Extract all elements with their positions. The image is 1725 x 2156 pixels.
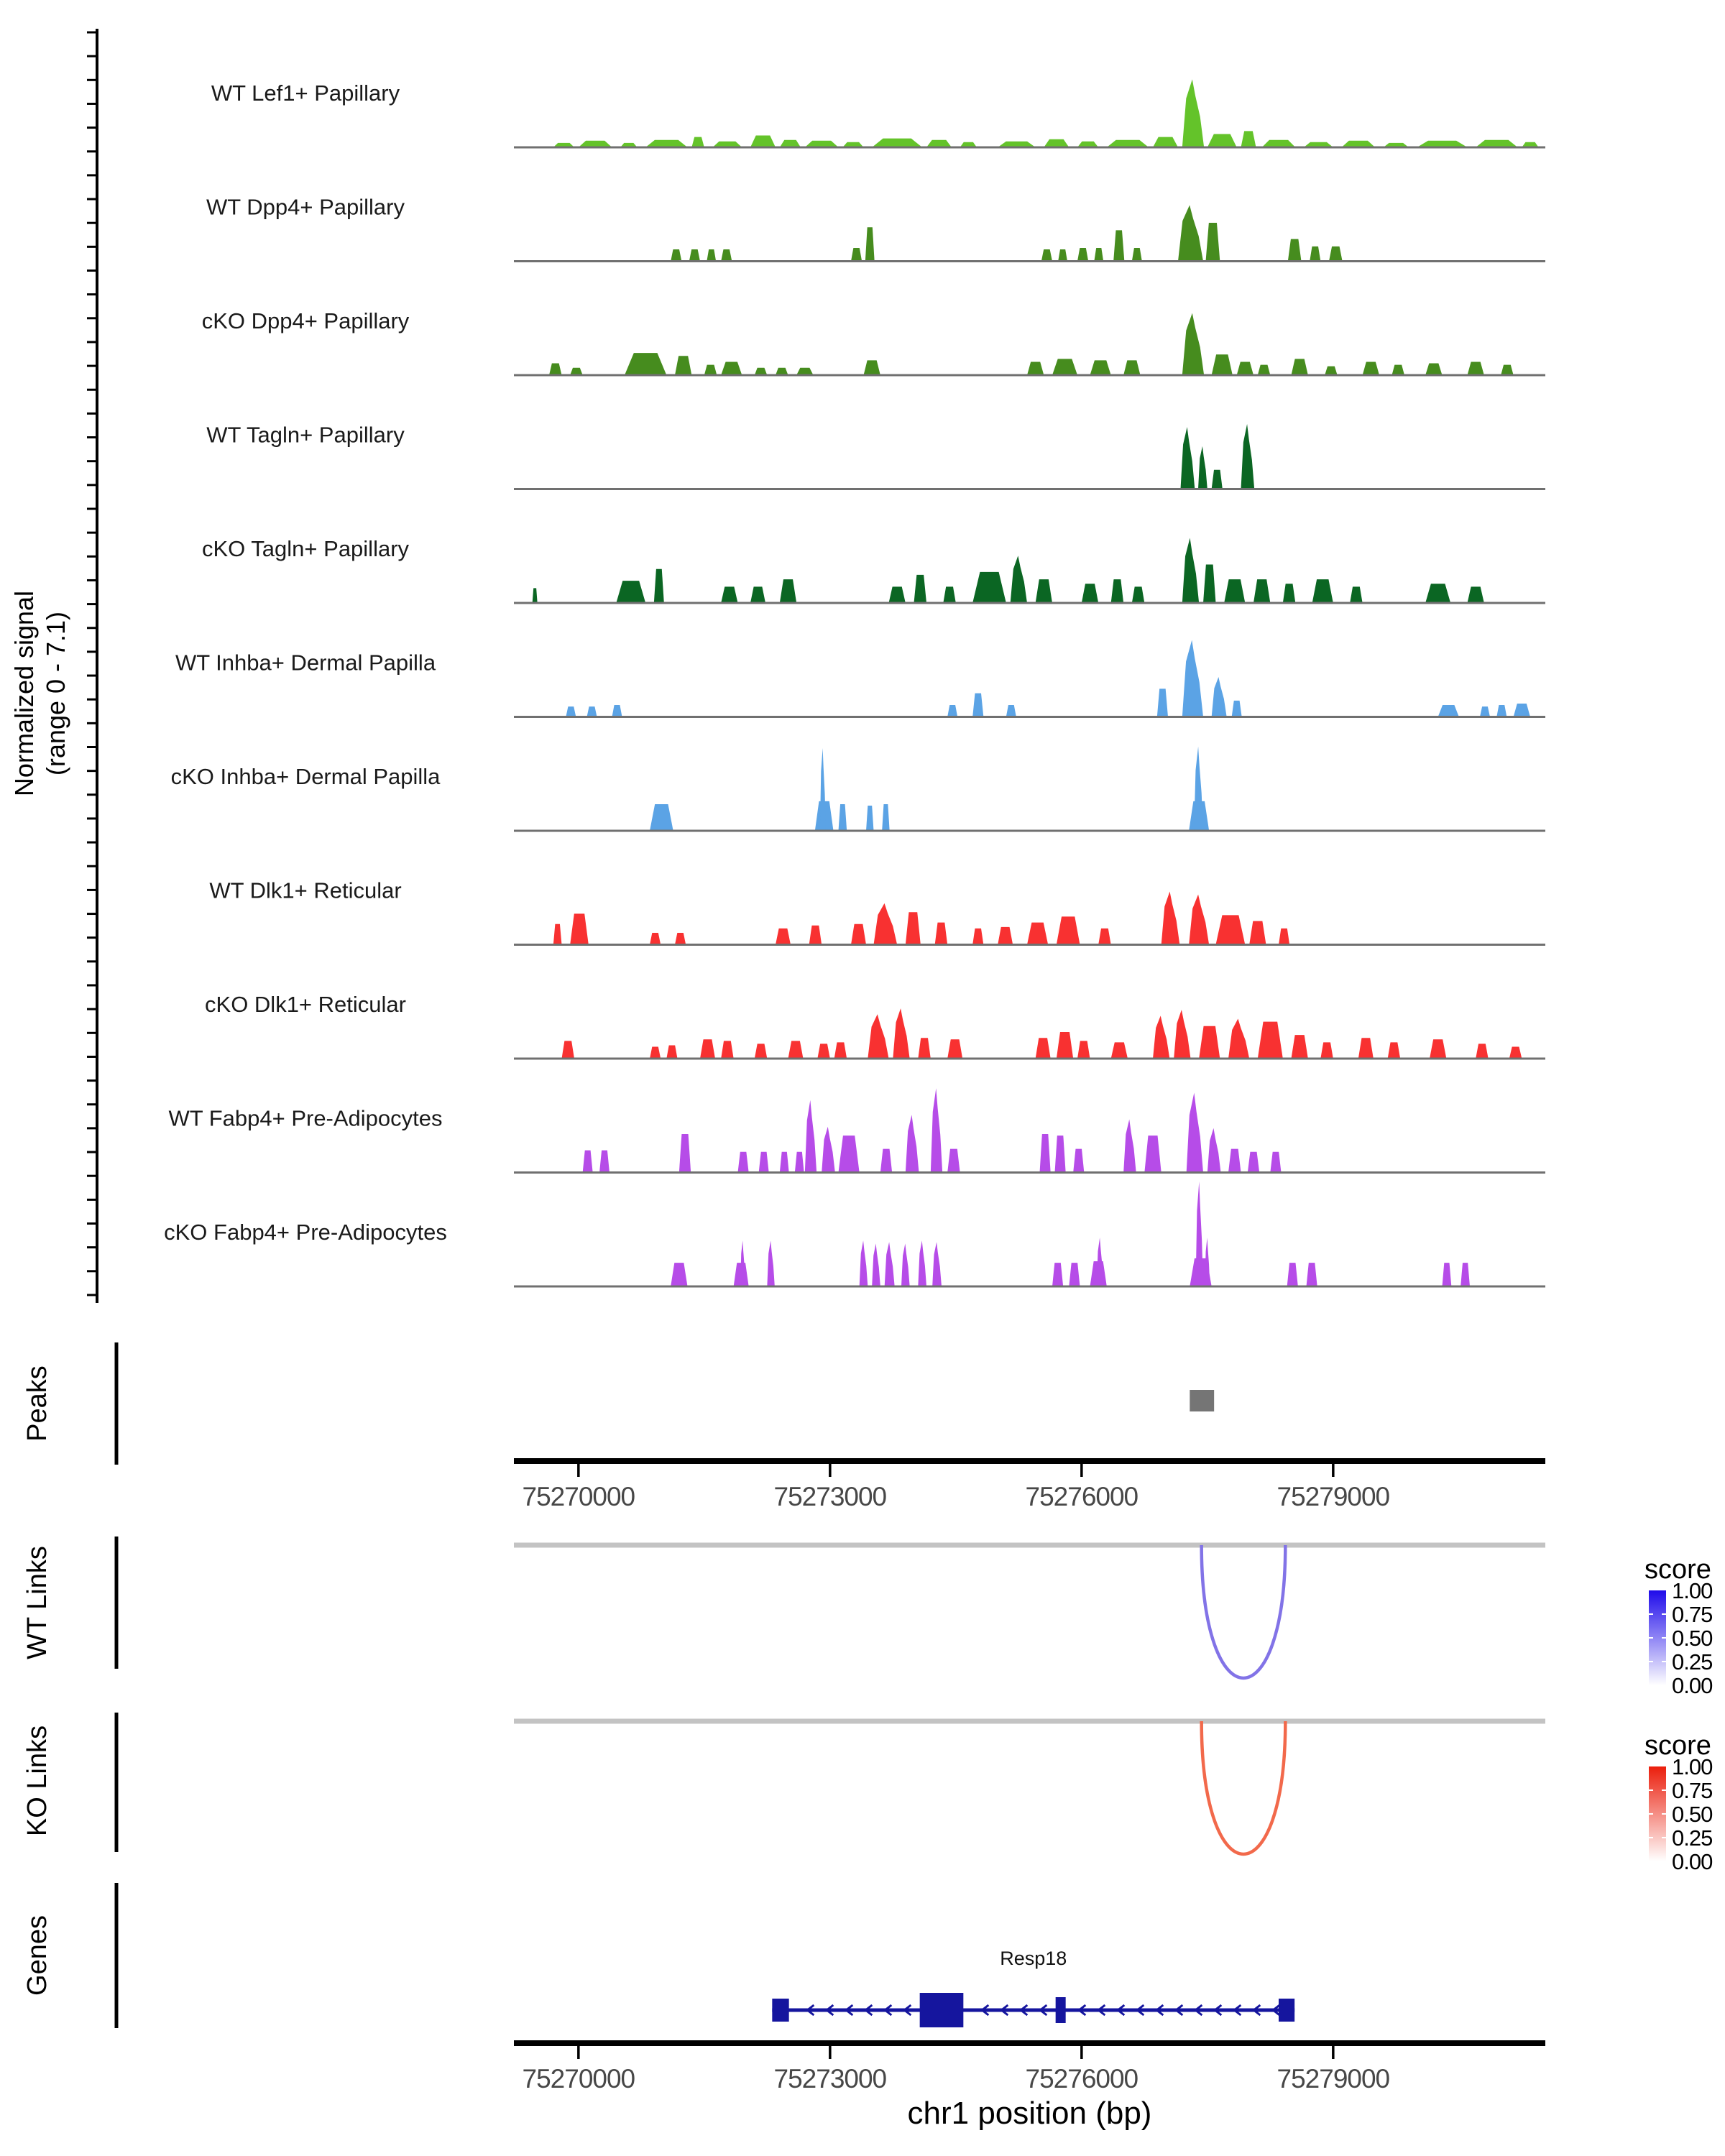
y-axis-label-line1: Normalized signal: [9, 590, 39, 797]
coverage-area: [926, 140, 952, 147]
coverage-area: [1153, 137, 1178, 147]
coverage-area: [1425, 584, 1450, 603]
coverage-area: [795, 1152, 804, 1173]
x-tick-label: 75279000: [1276, 1482, 1390, 1511]
links-arc: [1202, 1721, 1286, 1854]
score-gradient-tick: [1649, 1789, 1653, 1791]
score-tick-label: 0.75: [1672, 1778, 1713, 1803]
coverage-area: [1237, 361, 1254, 375]
coverage-area: [817, 1044, 830, 1059]
coverage-area: [1036, 1038, 1051, 1059]
coverage-area: [872, 139, 922, 147]
coverage-area: [889, 586, 906, 603]
coverage-area: [931, 1088, 942, 1172]
x-tick-label: 75270000: [522, 2064, 635, 2093]
coverage-area: [1041, 249, 1052, 261]
coverage-area: [839, 1135, 860, 1172]
coverage-area: [1310, 247, 1320, 262]
signal-track: [514, 747, 1545, 831]
coverage-area: [1292, 359, 1308, 375]
coverage-area: [882, 804, 890, 831]
coverage-area: [1283, 584, 1296, 603]
coverage-area: [972, 694, 983, 717]
coverage-area: [1113, 230, 1124, 261]
coverage-area: [1258, 365, 1271, 375]
coverage-area: [865, 227, 875, 261]
coverage-area: [1501, 365, 1514, 375]
track-label: WT Tagln+ Papillary: [206, 422, 405, 448]
coverage-area: [906, 1115, 919, 1172]
coverage-area: [1203, 565, 1216, 603]
coverage-area: [1514, 704, 1530, 717]
coverage-area: [1258, 1022, 1283, 1059]
x-tick-label: 75279000: [1276, 2064, 1390, 2093]
x-axis-title: chr1 position (bp): [907, 2096, 1152, 2131]
signal-track: [514, 205, 1545, 261]
peaks-section-label: Peaks: [22, 1365, 52, 1442]
coverage-area: [1098, 929, 1111, 945]
coverage-area: [767, 1240, 775, 1286]
coverage-area: [1162, 891, 1180, 944]
score-gradient-tick: [1662, 1837, 1666, 1838]
coverage-area: [947, 705, 957, 717]
coverage-area: [671, 1263, 687, 1286]
coverage-area: [1157, 688, 1168, 717]
score-tick-label: 0.50: [1672, 1802, 1713, 1827]
coverage-area: [583, 1151, 593, 1173]
coverage-area: [943, 586, 956, 603]
coverage-area: [1430, 1039, 1446, 1059]
coverage-area: [1058, 249, 1067, 261]
coverage-area: [1187, 1092, 1203, 1172]
signal-track: [514, 424, 1545, 489]
coverage-area: [666, 1045, 677, 1059]
coverage-area: [914, 575, 927, 603]
coverage-area: [650, 933, 661, 944]
coverage-area: [866, 806, 874, 831]
coverage-area: [1123, 1119, 1136, 1172]
coverage-area: [1194, 747, 1203, 831]
coverage-area: [998, 927, 1013, 945]
coverage-area: [721, 586, 737, 603]
score-gradient-tick: [1662, 1661, 1666, 1662]
coverage-area: [893, 1008, 909, 1059]
coverage-area: [780, 579, 796, 603]
score-tick-label: 1.00: [1672, 1754, 1713, 1779]
coverage-area: [822, 1127, 835, 1173]
coverage-area: [1077, 1041, 1090, 1059]
track-label: cKO Inhba+ Dermal Papilla: [170, 764, 441, 790]
coverage-area: [1044, 139, 1069, 147]
links-arc: [1202, 1545, 1286, 1678]
coverage-area: [1077, 248, 1088, 262]
coverage-area: [566, 706, 576, 717]
coverage-area: [1307, 1263, 1317, 1286]
coverage-area: [599, 1151, 610, 1173]
exon-box: [772, 1999, 788, 2022]
signal-track: [514, 1181, 1545, 1286]
x-tick-label: 75270000: [522, 1482, 635, 1511]
coverage-area: [1144, 1135, 1161, 1172]
coverage-area: [1279, 929, 1289, 945]
coverage-area: [562, 1041, 575, 1059]
coverage-area: [750, 586, 765, 603]
coverage-area: [1358, 1038, 1374, 1059]
coverage-area: [616, 581, 645, 603]
coverage-area: [1181, 427, 1195, 489]
links-track: [116, 1537, 1666, 1685]
x-tick-label: 75276000: [1025, 1482, 1138, 1511]
x-axis: [514, 1461, 1545, 1477]
signal-track: [514, 891, 1545, 944]
coverage-area: [587, 706, 597, 717]
coverage-area: [645, 140, 687, 147]
coverage-area: [1090, 360, 1111, 375]
track-label: WT Dpp4+ Papillary: [206, 194, 405, 220]
coverage-area: [1178, 205, 1203, 261]
coverage-area: [1182, 79, 1204, 147]
coverage-area: [1249, 921, 1266, 945]
exon-box: [1279, 1999, 1294, 2022]
coverage-area: [1198, 446, 1208, 489]
coverage-area: [932, 1242, 942, 1286]
coverage-area: [1460, 1263, 1470, 1286]
coverage-area: [1248, 1152, 1259, 1173]
coverage-area: [1206, 223, 1220, 261]
coverage-area: [1292, 1035, 1308, 1059]
coverage-area: [1069, 1263, 1080, 1286]
coverage-area: [1107, 140, 1149, 147]
coverage-area: [947, 1039, 962, 1059]
coverage-area: [1270, 1152, 1281, 1173]
coverage-area: [750, 136, 776, 147]
coverage-area: [872, 1243, 880, 1286]
coverage-area: [860, 1240, 868, 1286]
coverage-area: [1111, 579, 1124, 603]
coverage-area: [918, 1240, 926, 1286]
score-tick-label: 0.25: [1672, 1825, 1713, 1851]
coverage-area: [1443, 1263, 1452, 1286]
coverage-area: [1182, 313, 1204, 375]
score-tick-label: 0.00: [1672, 1673, 1713, 1698]
coverage-area: [1388, 1042, 1401, 1059]
score-tick-label: 0.00: [1672, 1849, 1713, 1874]
coverage-area: [625, 353, 666, 375]
x-axis: [514, 2043, 1545, 2059]
coverage-area: [906, 912, 921, 944]
coverage-area: [1476, 140, 1517, 147]
coverage-area: [533, 588, 538, 603]
genes-section-label: Genes: [22, 1915, 52, 1996]
track-label: WT Dlk1+ Reticular: [209, 877, 402, 903]
signal-track: [514, 1088, 1545, 1172]
coverage-area: [1329, 247, 1343, 262]
track-label: WT Lef1+ Papillary: [211, 80, 400, 106]
coverage-area: [1438, 705, 1459, 717]
coverage-area: [721, 1041, 734, 1059]
coverage-area: [707, 249, 716, 261]
coverage-area: [1036, 579, 1052, 603]
coverage-area: [650, 804, 673, 831]
coverage-area: [1392, 365, 1405, 375]
coverage-area: [1480, 706, 1490, 717]
coverage-area: [1228, 1018, 1249, 1059]
coverage-area: [1208, 1128, 1221, 1173]
coverage-area: [1027, 361, 1044, 375]
peak-region-box: [1190, 1390, 1214, 1411]
coverage-area: [880, 1149, 892, 1173]
x-tick-label: 75273000: [773, 2064, 887, 2093]
coverage-area: [1174, 1010, 1190, 1059]
coverage-area: [1182, 640, 1203, 717]
exon-box: [920, 1993, 964, 2027]
score-tick-label: 0.50: [1672, 1626, 1713, 1651]
coverage-area: [1027, 923, 1048, 945]
signal-track: [514, 538, 1545, 603]
score-gradient-tick: [1649, 1837, 1653, 1838]
coverage-area: [796, 368, 813, 375]
coverage-area: [1476, 1044, 1489, 1059]
coverage-area: [809, 926, 822, 945]
coverage-area: [1205, 1238, 1210, 1286]
coverage-area: [1232, 701, 1242, 717]
coverage-area: [1132, 248, 1142, 262]
coverage-area: [1320, 1042, 1333, 1059]
coverage-area: [549, 364, 562, 375]
coverage-area: [972, 929, 983, 945]
track-label: cKO Dlk1+ Reticular: [205, 992, 406, 1018]
coverage-area: [1052, 1263, 1063, 1286]
score-tick-label: 0.75: [1672, 1602, 1713, 1627]
score-gradient-tick: [1649, 1637, 1653, 1639]
coverage-area: [654, 569, 664, 603]
coverage-area: [1153, 1015, 1169, 1059]
coverage-area: [1262, 140, 1296, 147]
track-label: cKO Tagln+ Papillary: [201, 536, 410, 562]
signal-track: [514, 79, 1545, 147]
coverage-area: [935, 923, 948, 945]
coverage-area: [885, 1242, 895, 1286]
score-tick-label: 1.00: [1672, 1578, 1713, 1603]
coverage-area: [1241, 424, 1255, 489]
coverage-area: [738, 1152, 749, 1173]
coverage-area: [1208, 134, 1237, 147]
score-legend-title: score: [1644, 1731, 1711, 1761]
score-tick-label: 0.25: [1672, 1649, 1713, 1674]
coverage-area: [679, 1134, 691, 1172]
coverage-area: [721, 249, 732, 261]
coverage-area: [1350, 586, 1363, 603]
coverage-area: [776, 929, 791, 945]
score-gradient-tick: [1662, 1789, 1666, 1791]
coverage-area: [1468, 586, 1484, 603]
signal-track: [514, 1008, 1545, 1059]
coverage-area: [834, 1042, 847, 1059]
coverage-area: [1287, 1263, 1298, 1286]
coverage-area: [1132, 586, 1145, 603]
track-label: WT Inhba+ Dermal Papilla: [175, 650, 436, 676]
coverage-area: [612, 705, 622, 717]
score-legend-title: score: [1644, 1554, 1711, 1585]
coverage-area: [1228, 1149, 1241, 1173]
coverage-area: [1288, 239, 1302, 262]
coverage-area: [851, 924, 866, 945]
coverage-area: [864, 360, 880, 375]
y-axis-label-line2: (range 0 - 7.1): [41, 611, 70, 776]
coverage-area: [776, 368, 788, 375]
links-section-label: KO Links: [22, 1725, 52, 1837]
coverage-area: [650, 1047, 661, 1059]
score-gradient-tick: [1662, 1637, 1666, 1639]
coverage-area: [1052, 359, 1077, 375]
score-gradient-tick: [1662, 1813, 1666, 1815]
coverage-area: [1082, 584, 1098, 603]
coverage-area: [1425, 364, 1442, 375]
coverage-area: [1189, 895, 1209, 945]
coverage-area: [1241, 131, 1256, 147]
coverage-area: [570, 368, 583, 375]
gene-model: [772, 1993, 1294, 2027]
coverage-area: [689, 249, 700, 261]
exon-box: [1056, 1997, 1066, 2023]
coverage-area: [868, 1014, 888, 1059]
coverage-area: [1094, 248, 1103, 262]
coverage-area: [755, 1044, 768, 1059]
coverage-area: [1199, 1026, 1220, 1059]
coverage-area: [759, 1152, 769, 1173]
coverage-area: [1496, 705, 1506, 717]
score-gradient-tick: [1649, 1661, 1653, 1662]
signal-track: [514, 313, 1545, 375]
x-tick-label: 75276000: [1025, 2064, 1138, 2093]
coverage-area: [721, 361, 742, 375]
coverage-area: [570, 913, 589, 944]
coverage-area: [1040, 1134, 1051, 1172]
links-track: [116, 1713, 1666, 1861]
coverage-area: [805, 1100, 816, 1173]
coverage-area: [1325, 367, 1338, 375]
coverage-area: [1057, 916, 1080, 944]
x-tick-label: 75273000: [773, 1482, 887, 1511]
coverage-area: [755, 368, 768, 375]
coverage-area: [1073, 1149, 1084, 1173]
score-gradient-tick: [1649, 1813, 1653, 1815]
coverage-area: [947, 1149, 960, 1173]
coverage-area: [820, 748, 826, 831]
coverage-area: [1224, 579, 1245, 603]
coverage-area: [700, 1039, 715, 1059]
coverage-area: [1216, 915, 1246, 944]
coverage-area: [1212, 470, 1223, 489]
gene-name: Resp18: [1000, 1948, 1067, 1969]
coverage-area: [1055, 1135, 1066, 1172]
coverage-area: [780, 140, 801, 147]
score-gradient-tick: [1649, 1613, 1653, 1615]
links-section-label: WT Links: [22, 1546, 52, 1659]
coverage-area: [1196, 1181, 1204, 1286]
coverage-area: [1363, 361, 1379, 375]
track-label: cKO Fabp4+ Pre-Adipocytes: [164, 1220, 447, 1245]
signal-track: [514, 640, 1545, 717]
coverage-area: [788, 1041, 804, 1059]
coverage-area: [1468, 361, 1484, 375]
track-label: WT Fabp4+ Pre-Adipocytes: [168, 1105, 443, 1131]
coverage-area: [839, 804, 847, 831]
coverage-area: [1254, 579, 1270, 603]
coverage-area: [1006, 705, 1016, 717]
coverage-area: [671, 249, 681, 261]
coverage-area: [1111, 1042, 1128, 1059]
coverage-area: [1182, 538, 1199, 603]
coverage-area: [553, 924, 562, 945]
coverage-area: [691, 137, 704, 147]
coverage-area: [1509, 1047, 1522, 1059]
coverage-area: [1212, 354, 1233, 375]
coverage-area: [972, 572, 1006, 603]
coverage-area: [1011, 556, 1027, 603]
coverage-area: [1057, 1032, 1073, 1059]
coverage-area: [704, 365, 717, 375]
coverage-area: [918, 1038, 931, 1059]
coverage-area: [675, 356, 691, 375]
coverage-area: [851, 248, 862, 262]
coverage-area: [675, 933, 686, 944]
coverage-area: [780, 1152, 789, 1173]
coverage-area: [1312, 579, 1333, 603]
coverage-area: [874, 903, 898, 945]
coverage-area: [1123, 360, 1140, 375]
coverage-area: [901, 1243, 910, 1286]
coverage-area: [1212, 677, 1227, 717]
score-gradient-tick: [1662, 1613, 1666, 1615]
track-label: cKO Dpp4+ Papillary: [201, 308, 410, 334]
